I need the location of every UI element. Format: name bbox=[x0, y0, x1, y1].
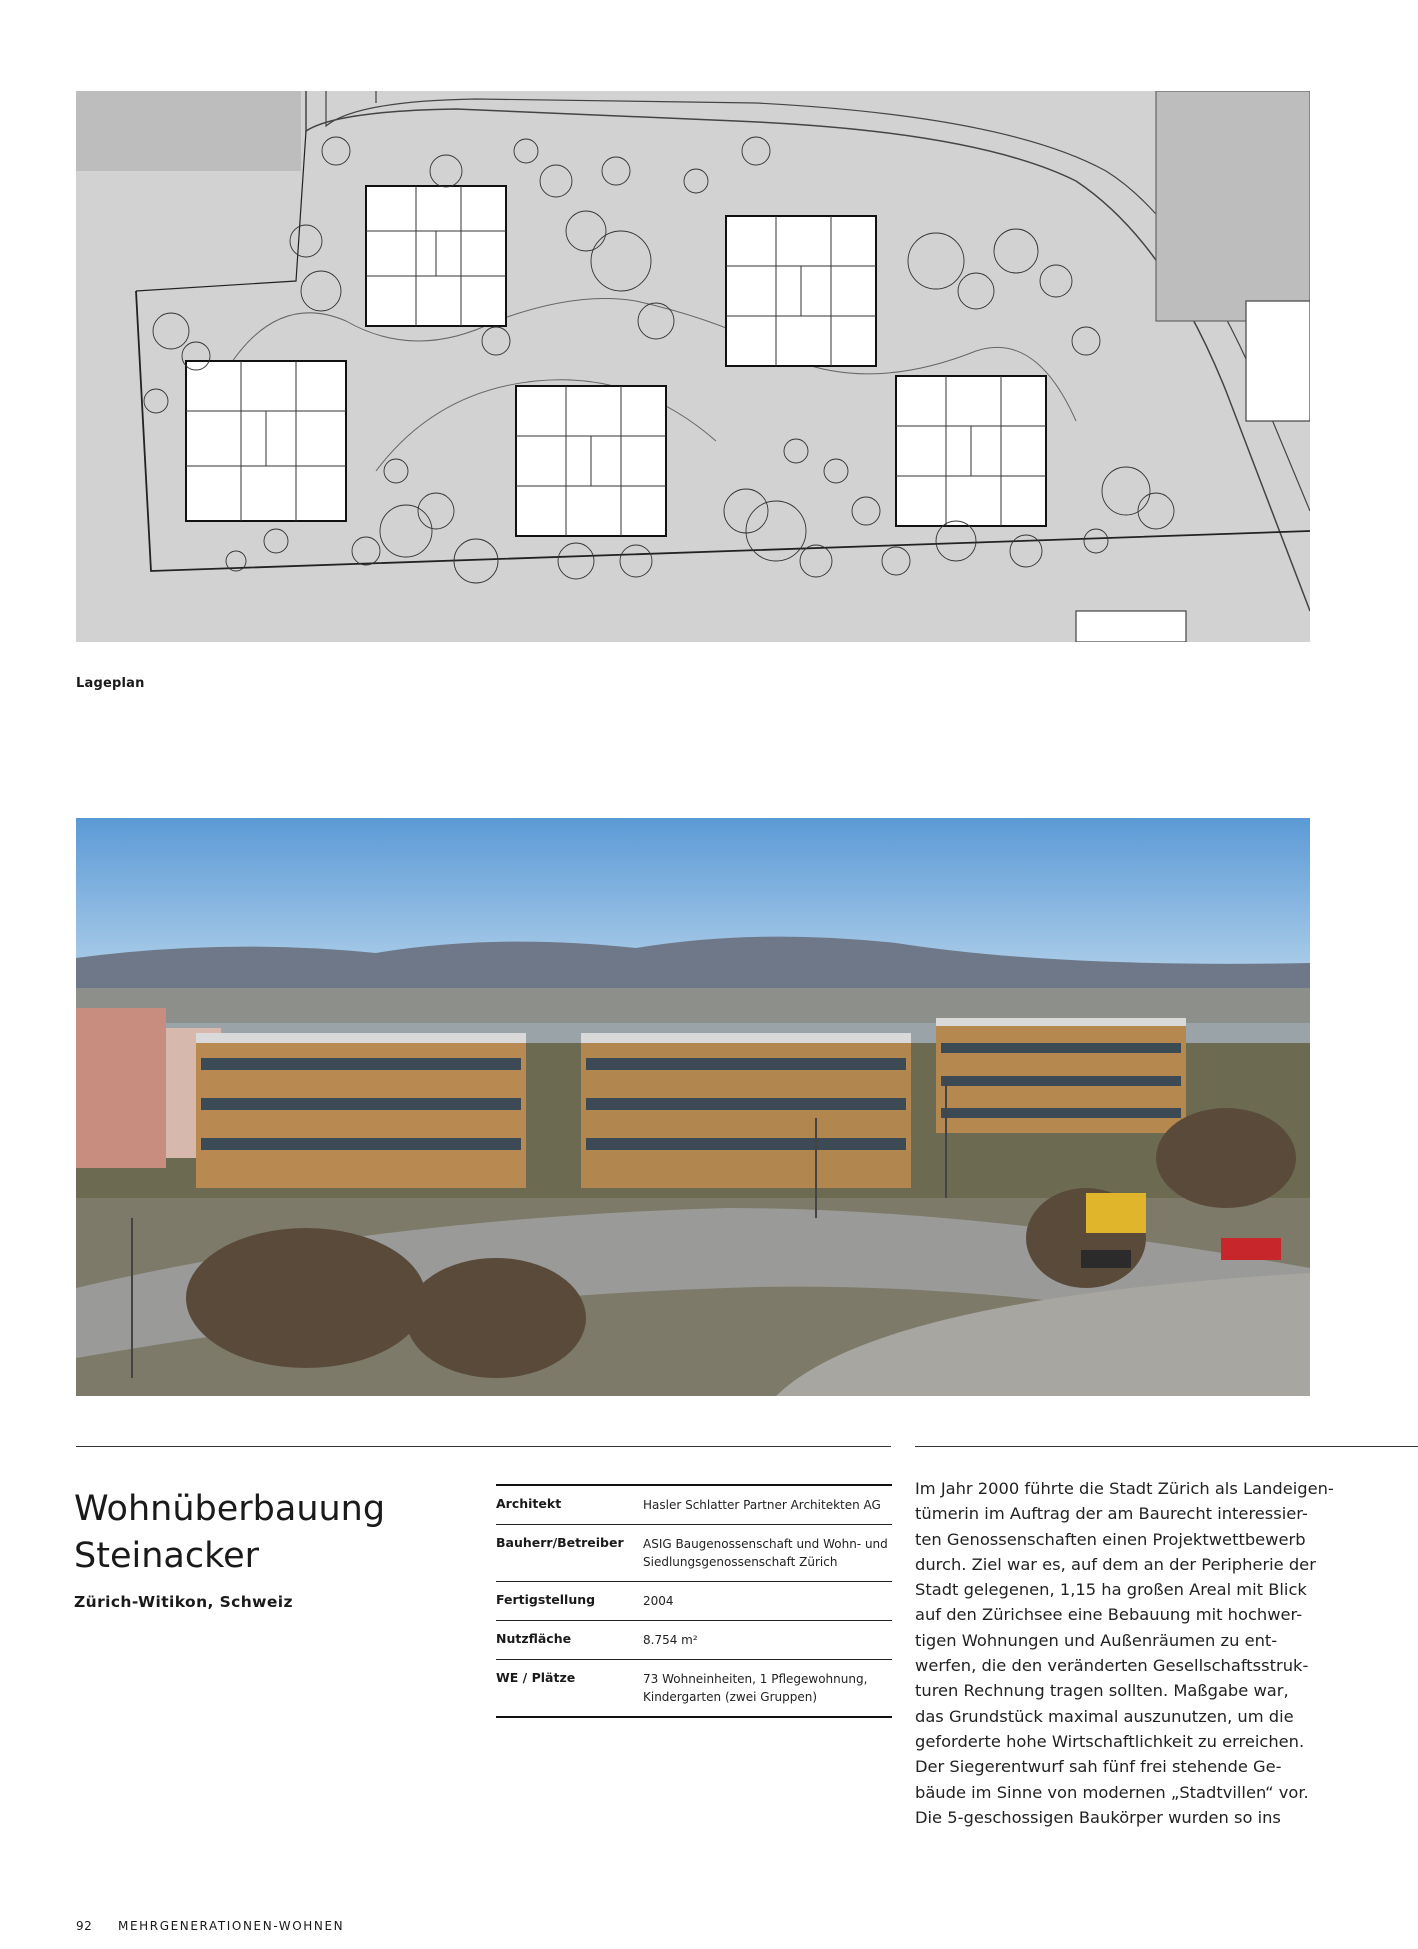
facts-row bbox=[496, 1581, 892, 1620]
facts-value: 2004 bbox=[643, 1594, 674, 1608]
facts-row bbox=[496, 1620, 892, 1659]
body-line: ten Genossenschaften einen Projektwettbewerb bbox=[915, 1529, 1306, 1549]
project-title-line2: Steinacker bbox=[74, 1536, 260, 1576]
divider-left bbox=[76, 1446, 891, 1447]
site-plan-drawing bbox=[76, 91, 1310, 642]
facts-row bbox=[496, 1524, 892, 1581]
facts-label: Architekt bbox=[496, 1496, 562, 1511]
body-line: auf den Zürichsee eine Bebauung mit hochwer- bbox=[915, 1605, 1303, 1625]
facts-row bbox=[496, 1659, 892, 1718]
page-number: 92 bbox=[76, 1919, 93, 1933]
facts-label: Bauherr/Betreiber bbox=[496, 1535, 624, 1550]
facts-value: Hasler Schlatter Partner Architekten AG bbox=[643, 1498, 881, 1512]
body-line: Der Siegerentwurf sah fünf frei stehende Ge- bbox=[915, 1757, 1282, 1777]
running-title: MEHRGENERATIONEN-WOHNEN bbox=[118, 1919, 345, 1933]
facts-table bbox=[496, 1484, 892, 1718]
facts-value: 8.754 m² bbox=[643, 1633, 698, 1647]
facts-value: 73 Wohneinheiten, 1 Pflegewohnung, Kindergarten (zwei Gruppen) bbox=[643, 1672, 868, 1704]
facts-label: WE / Plätze bbox=[496, 1670, 576, 1685]
body-text bbox=[915, 1476, 1334, 1830]
divider-right bbox=[915, 1446, 1418, 1447]
body-line: das Grundstück maximal auszunutzen, um die bbox=[915, 1706, 1294, 1726]
body-line: durch. Ziel war es, auf dem an der Peripherie der bbox=[915, 1554, 1316, 1574]
body-line: tigen Wohnungen und Außenräumen zu ent- bbox=[915, 1630, 1278, 1650]
body-line: geforderte hohe Wirtschaftlichkeit zu erreichen. bbox=[915, 1731, 1305, 1751]
body-line: werfen, die den veränderten Gesellschaftsstruk- bbox=[915, 1656, 1309, 1676]
site-plan-caption: Lageplan bbox=[76, 676, 145, 691]
facts-value: ASIG Baugenossenschaft und Wohn- und Siedlungsgenossenschaft Zürich bbox=[643, 1537, 888, 1569]
body-line: Im Jahr 2000 führte die Stadt Zürich als Landeigen- bbox=[915, 1479, 1334, 1498]
body-line: Die 5-geschossigen Baukörper wurden so ins bbox=[915, 1807, 1281, 1827]
facts-label: Nutzfläche bbox=[496, 1631, 572, 1646]
body-line: bäude im Sinne von modernen „Stadtvillen“ vor. bbox=[915, 1782, 1309, 1802]
body-line: tümerin im Auftrag der am Baurecht interessier- bbox=[915, 1504, 1308, 1524]
facts-label: Fertigstellung bbox=[496, 1592, 596, 1607]
facts-row bbox=[496, 1484, 892, 1524]
project-location: Zürich-Witikon, Schweiz bbox=[74, 1593, 293, 1611]
aerial-photo bbox=[76, 818, 1310, 1396]
body-line: Stadt gelegenen, 1,15 ha großen Areal mit Blick bbox=[915, 1580, 1307, 1600]
body-line: turen Rechnung tragen sollten. Maßgabe war, bbox=[915, 1681, 1289, 1701]
project-title-line1: Wohnüberbauung bbox=[74, 1489, 386, 1529]
project-title bbox=[74, 1486, 385, 1580]
